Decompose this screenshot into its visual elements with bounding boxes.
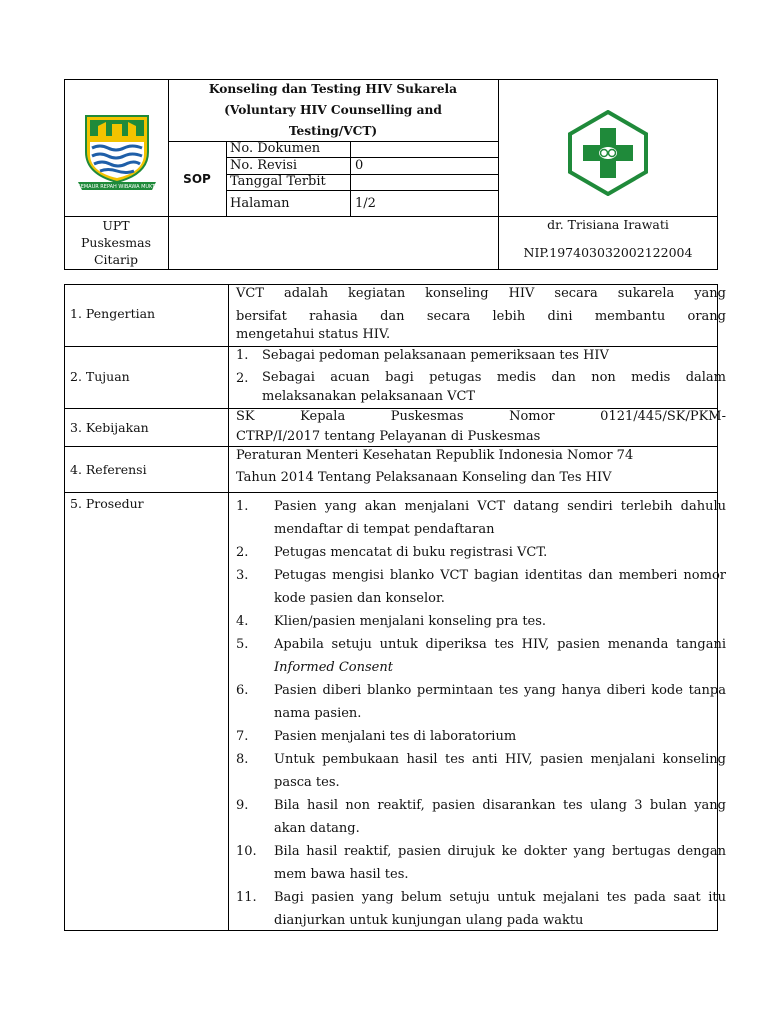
prosedur-item — [236, 725, 726, 748]
signer-name: dr. Trisiana Irawati — [547, 217, 669, 232]
prosedur-item-number: 4. — [236, 614, 249, 629]
prosedur-item-number: 9. — [236, 798, 249, 813]
org-line-1: UPT — [102, 218, 130, 233]
prosedur-item-text: Untuk pembukaan hasil tes anti HIV, pasien menjalani konseling pasca tes. — [274, 752, 726, 790]
prosedur-item-5-text: Apabila setuju untuk diperiksa tes HIV, pasien menanda tangani — [274, 637, 726, 652]
document-title — [168, 79, 498, 141]
prosedur-item — [236, 794, 726, 840]
referensi-line-2: Tahun 2014 Tentang Pelaksanaan Konseling dan Tes HIV — [236, 470, 612, 485]
org-line-2: Puskesmas — [81, 235, 151, 250]
prosedur-item-text — [274, 633, 726, 679]
label-tujuan: 2. Tujuan — [70, 368, 130, 384]
prosedur-item-number: 7. — [236, 729, 249, 744]
field-label-tanggal-terbit: Tanggal Terbit — [230, 174, 326, 189]
prosedur-item-text: Bila hasil reaktif, pasien dirujuk ke dokter yang bertugas dengan mem bawa hasil tes. — [274, 844, 726, 882]
prosedur-item — [236, 495, 726, 541]
sop-label: SOP — [183, 171, 211, 186]
title-line-2: (Voluntary HIV Counselling and — [224, 103, 442, 117]
signer-block — [498, 216, 718, 270]
pengertian-line-2: bersifat rahasia dan secara lebih dini membantu orang — [236, 308, 726, 324]
tujuan-item-text: Sebagai pedoman pelaksanaan pemeriksaan tes HIV — [262, 348, 609, 363]
prosedur-item-number: 5. — [236, 637, 249, 652]
organization-name — [64, 216, 168, 271]
prosedur-item-number: 11. — [236, 890, 257, 905]
field-label-halaman: Halaman — [230, 196, 290, 211]
prosedur-item-number: 8. — [236, 752, 249, 767]
prosedur-item-number: 1. — [236, 499, 249, 514]
tujuan-item — [236, 368, 726, 406]
prosedur-item-text: Bila hasil non reaktif, pasien disarankan tes ulang 3 bulan yang akan datang. — [274, 798, 726, 836]
prosedur-item-text: Pasien yang akan menjalani VCT datang sendiri terlebih dahulu mendaftar di tempat pendaftaran — [274, 499, 726, 537]
pengertian-line-3: mengetahui status HIV. — [236, 327, 391, 342]
title-line-3: Testing/VCT) — [288, 124, 378, 138]
prosedur-item-number: 3. — [236, 568, 249, 583]
tujuan-item-text: Sebagai acuan bagi petugas medis dan non medis dalam melaksanakan pelaksanaan VCT — [262, 369, 726, 404]
prosedur-item-number: 6. — [236, 683, 249, 698]
label-referensi: 4. Referensi — [70, 461, 147, 477]
label-kebijakan: 3. Kebijakan — [70, 419, 149, 435]
prosedur-item-text: Klien/pasien menjalani konseling pra tes. — [274, 614, 547, 629]
label-prosedur: 5. Prosedur — [70, 496, 144, 511]
title-line-1: Konseling dan Testing HIV Sukarela — [208, 82, 458, 96]
field-label-no-revisi: No. Revisi — [230, 158, 298, 173]
prosedur-item — [236, 564, 726, 610]
prosedur-item-number: 2. — [236, 545, 249, 560]
tujuan-item-number: 1. — [236, 348, 249, 363]
prosedur-item — [236, 610, 726, 633]
org-line-3: Citarip — [93, 252, 138, 267]
regency-logo — [76, 112, 158, 194]
field-value-halaman: 1/2 — [355, 196, 376, 211]
content-pengertian — [228, 283, 734, 342]
prosedur-item — [236, 633, 726, 679]
prosedur-item — [236, 541, 726, 564]
content-referensi — [228, 445, 734, 489]
referensi-line-1: Peraturan Menteri Kesehatan Republik Indonesia Nomor 74 — [236, 448, 634, 463]
pengertian-line-1: VCT adalah kegiatan konseling HIV secara sukarela yang — [236, 286, 726, 301]
field-label-no-dokumen: No. Dokumen — [230, 141, 321, 156]
prosedur-item-text: Petugas mengisi blanko VCT bagian identitas dan memberi nomor kode pasien dan konselor. — [274, 568, 726, 606]
signer-nip: NIP.197403032002122004 — [523, 245, 693, 260]
prosedur-item-number: 10. — [236, 844, 257, 859]
label-pengertian: 1. Pengertian — [70, 305, 156, 321]
prosedur-item-text: Pasien diberi blanko permintaan tes yang hanya diberi kode tanpa nama pasien. — [274, 683, 726, 721]
prosedur-item-text: Bagi pasien yang belum setuju untuk mejalani tes pada saat itu dianjurkan untuk kunjungan ulang pada waktu — [274, 890, 726, 928]
informed-consent-term: Informed Consent — [274, 660, 393, 675]
content-kebijakan — [228, 407, 734, 447]
content-tujuan — [228, 345, 734, 406]
content-prosedur — [228, 495, 734, 929]
prosedur-item — [236, 886, 726, 929]
field-value-no-revisi: 0 — [355, 158, 364, 173]
prosedur-item-text: Petugas mencatat di buku registrasi VCT. — [274, 545, 548, 560]
puskesmas-logo — [566, 110, 650, 196]
tujuan-item-number: 2. — [236, 370, 249, 386]
prosedur-item-text: Pasien menjalani tes di laboratorium — [274, 729, 517, 744]
tujuan-item — [236, 345, 726, 368]
prosedur-item — [236, 840, 726, 886]
prosedur-item — [236, 748, 726, 794]
logo-caption: SEMAUR REPAH WIBAWA MUKTI — [77, 184, 157, 190]
kebijakan-line-1: SK Kepala Puskesmas Nomor 0121/445/SK/PKM- — [236, 409, 726, 424]
prosedur-item — [236, 679, 726, 725]
kebijakan-line-2: CTRP/I/2017 tentang Pelayanan di Puskesmas — [236, 429, 541, 444]
